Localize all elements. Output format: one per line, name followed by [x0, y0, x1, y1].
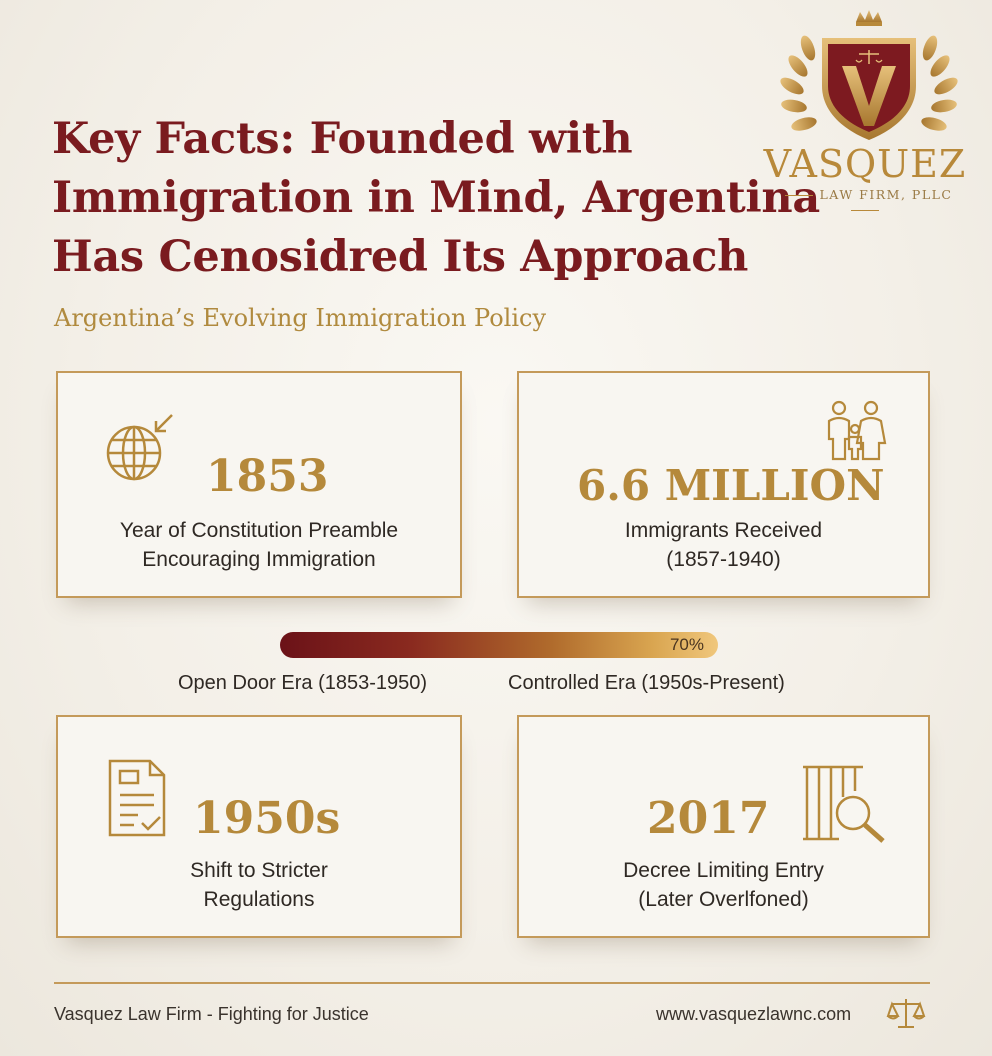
- title-line-1: Key Facts: Founded with: [52, 114, 633, 164]
- scales-icon: [886, 996, 926, 1030]
- fact-card-2017: [517, 715, 930, 938]
- fact-value: 1853: [206, 451, 329, 502]
- fact-label: [58, 516, 460, 574]
- title-line-3: Has Cenosidred Its Approach: [52, 232, 749, 282]
- fact-label-line: Regulations: [203, 888, 315, 911]
- fact-label-line: Immigrants Received: [624, 519, 823, 542]
- fact-value: 6.6 MILLION: [577, 461, 885, 510]
- logo-subtitle: LAW FIRM, PLLC: [760, 187, 970, 217]
- family-icon: [821, 399, 893, 461]
- fact-label-line: Decree Limiting Entry: [623, 859, 824, 882]
- logo-name: VASQUEZ: [763, 142, 967, 186]
- fact-value: 2017: [647, 793, 770, 844]
- fact-card-1950s: [56, 715, 462, 938]
- era-percent-label: 70%: [669, 635, 704, 654]
- fact-label-line: Encouraging Immigration: [142, 548, 376, 571]
- fact-label: [58, 856, 460, 914]
- controlled-era-label: Controlled Era (1950s-Present): [508, 672, 785, 694]
- fact-label-line: (1857-1940): [666, 548, 781, 571]
- fact-label: [519, 856, 928, 914]
- footer-divider: [54, 982, 930, 984]
- page-title: [52, 110, 820, 287]
- fact-card-1853: [56, 371, 462, 598]
- era-progress-bar: [280, 632, 718, 658]
- bars-magnifier-icon: [799, 761, 889, 845]
- globe-arrow-icon: [102, 411, 178, 487]
- page-subtitle: Argentina’s Evolving Immigration Policy: [54, 304, 547, 332]
- fact-label: [519, 516, 928, 574]
- open-door-era-label: Open Door Era (1853-1950): [178, 672, 428, 694]
- fact-value: 1950s: [193, 793, 341, 844]
- footer-tagline: Vasquez Law Firm - Fighting for Justice: [54, 1004, 369, 1024]
- footer-website-link[interactable]: www.vasquezlawnc.com: [656, 1004, 852, 1024]
- fact-label-line: Shift to Stricter: [190, 859, 328, 882]
- document-check-icon: [106, 757, 170, 839]
- title-line-2: Immigration in Mind, Argentina: [52, 173, 820, 223]
- fact-card-immigrants: [517, 371, 930, 598]
- fact-label-line: (Later Overlfoned): [638, 888, 809, 911]
- fact-label-line: Year of Constitution Preamble: [119, 519, 399, 542]
